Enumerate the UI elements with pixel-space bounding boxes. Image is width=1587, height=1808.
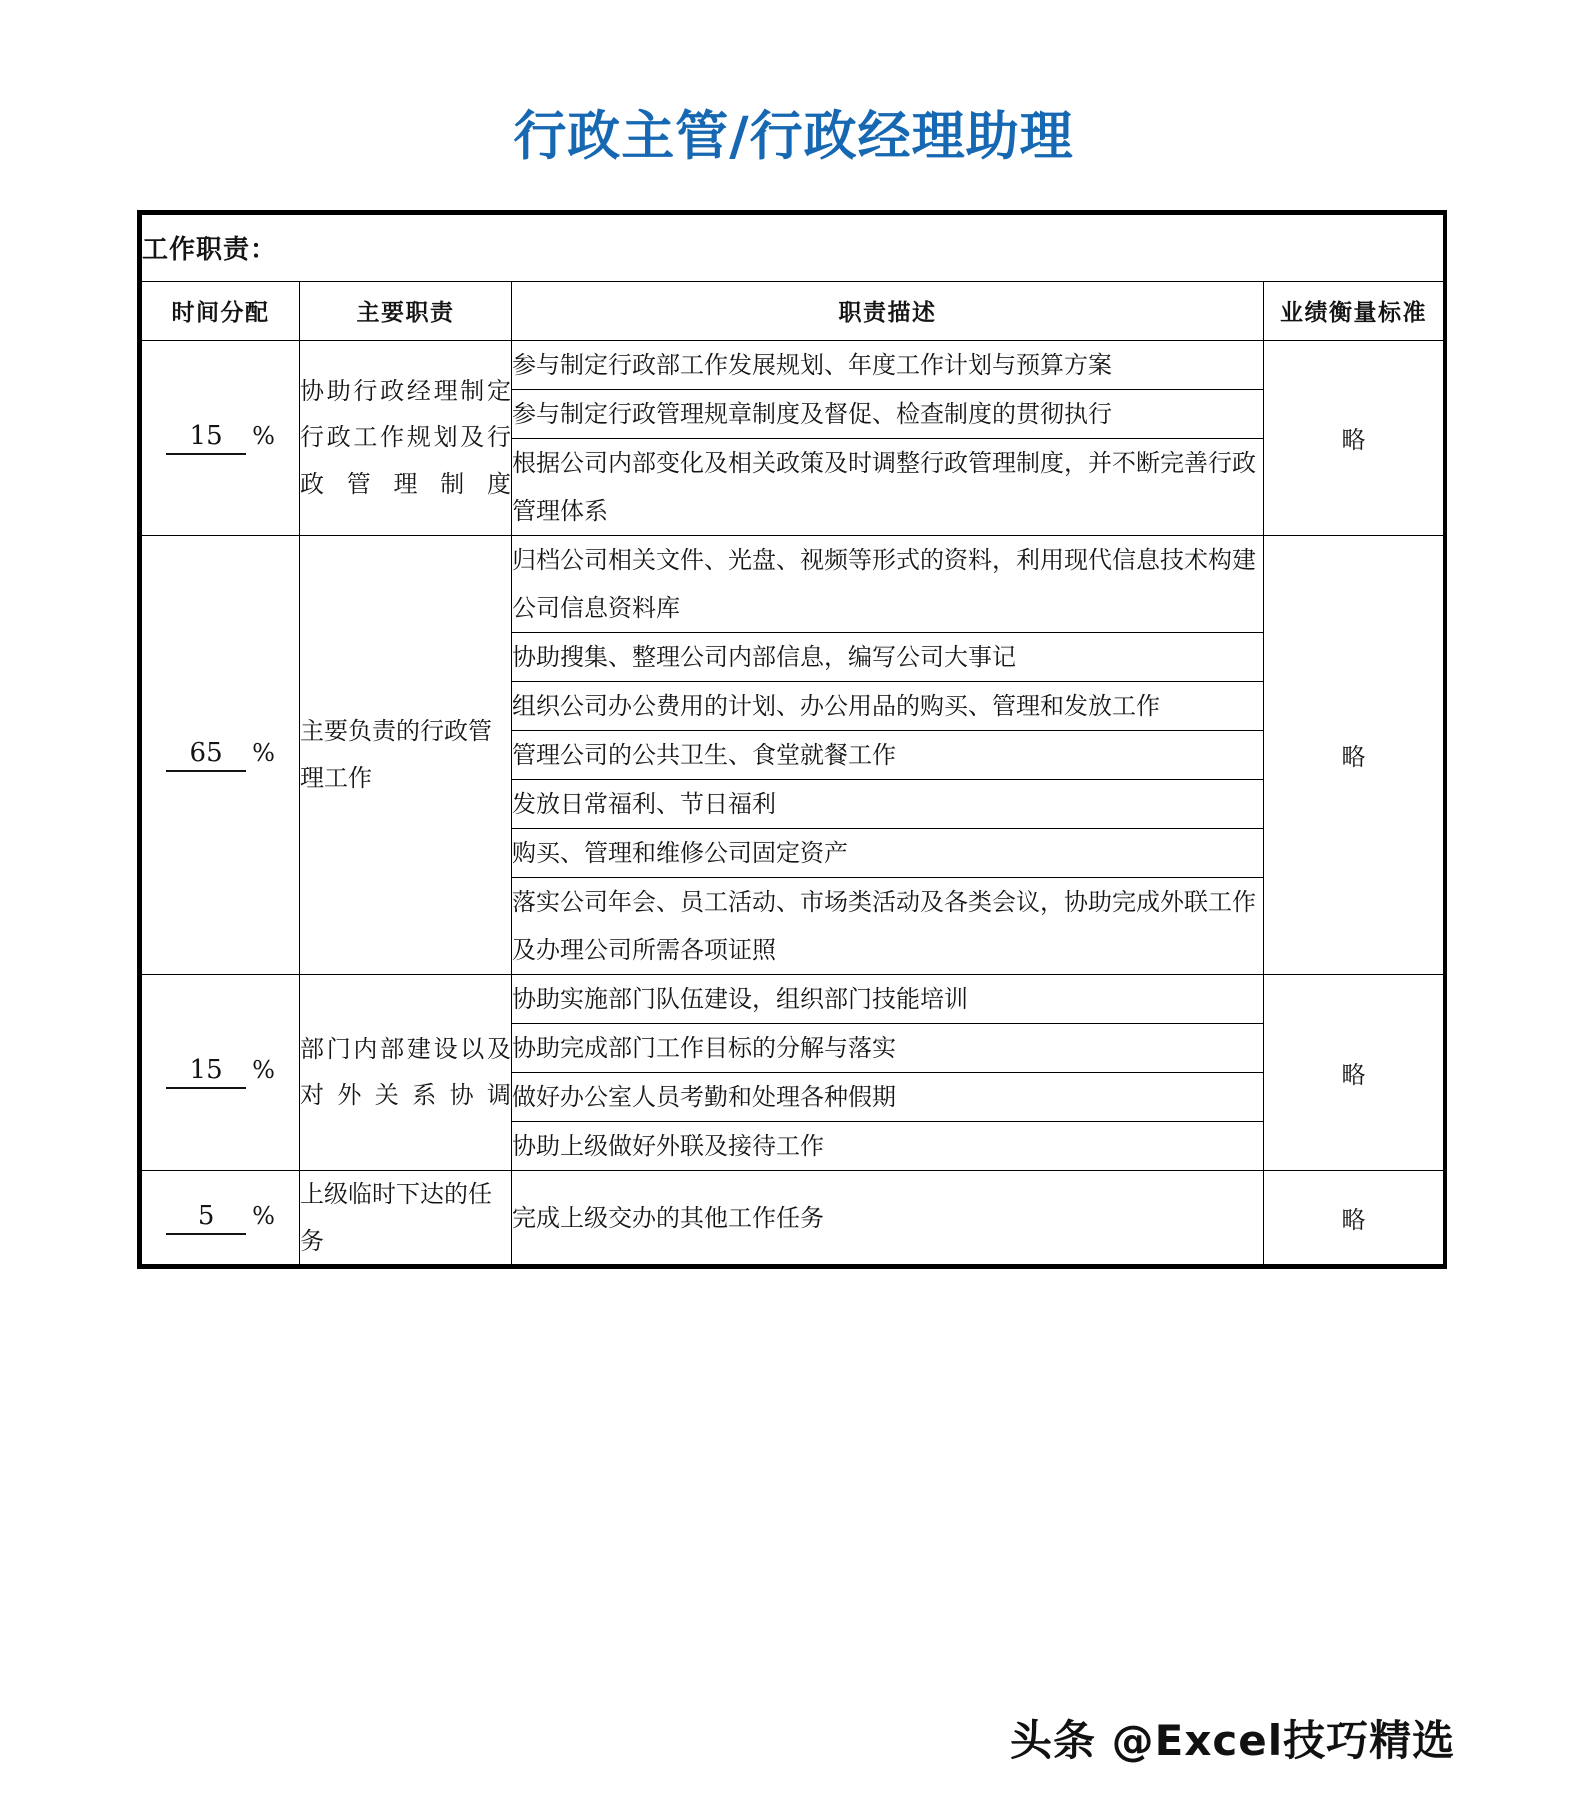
duty-description-cell xyxy=(512,828,1264,877)
document-page xyxy=(0,36,1587,1808)
time-allocation-value: 65 xyxy=(166,738,246,772)
column-header-row xyxy=(142,281,1444,340)
duty-description-text: 协助实施部门队伍建设，组织部门技能培训 xyxy=(512,984,968,1013)
duty-description-text: 组织公司办公费用的计划、办公用品的购买、管理和发放工作 xyxy=(512,691,1160,720)
duty-description-cell xyxy=(512,681,1264,730)
time-allocation-cell xyxy=(142,1170,300,1265)
duty-description-cell xyxy=(512,632,1264,681)
duty-description-cell xyxy=(512,1023,1264,1072)
column-header-duty: 主要职责 xyxy=(300,281,512,340)
duty-description-cell xyxy=(512,1170,1264,1265)
duty-description-text: 协助完成部门工作目标的分解与落实 xyxy=(512,1033,896,1062)
duty-description-cell xyxy=(512,779,1264,828)
time-allocation-cell xyxy=(142,974,300,1170)
duty-description-cell xyxy=(512,1121,1264,1170)
main-duty-text: 上级临时下达的任务 xyxy=(300,1179,492,1255)
duty-description-cell xyxy=(512,389,1264,438)
percent-symbol: % xyxy=(252,1201,275,1230)
duty-description-text: 协助上级做好外联及接待工作 xyxy=(512,1131,824,1160)
banner-row xyxy=(142,214,1444,281)
duty-description-cell xyxy=(512,535,1264,632)
duty-description-text: 参与制定行政部工作发展规划、年度工作计划与预算方案 xyxy=(512,350,1112,379)
time-allocation-cell xyxy=(142,535,300,974)
duty-description-cell xyxy=(512,974,1264,1023)
watermark: 头条 @Excel技巧精选 xyxy=(1010,1715,1456,1765)
column-header-kpi: 业绩衡量标准 xyxy=(1264,281,1444,340)
main-duty-text: 主要负责的行政管理工作 xyxy=(300,717,492,792)
duty-description-cell xyxy=(512,1072,1264,1121)
time-allocation-value: 5 xyxy=(166,1201,246,1235)
duty-description-cell xyxy=(512,877,1264,974)
job-responsibility-table-container xyxy=(137,210,1447,1270)
table-body xyxy=(142,214,1444,1265)
time-allocation-value: 15 xyxy=(166,421,246,455)
main-duty-text: 协助行政经理制定行政工作规划及行政管理制度 xyxy=(300,376,511,499)
banner-label: 工作职责： xyxy=(142,214,1444,281)
duty-description-text: 做好办公室人员考勤和处理各种假期 xyxy=(512,1082,896,1111)
duty-description-text: 完成上级交办的其他工作任务 xyxy=(512,1203,824,1232)
column-header-time: 时间分配 xyxy=(142,281,300,340)
percent-symbol: % xyxy=(252,1056,275,1085)
duty-description-text: 购买、管理和维修公司固定资产 xyxy=(512,838,848,867)
main-duty-cell xyxy=(300,340,512,535)
percent-symbol: % xyxy=(252,738,275,767)
duty-description-text: 归档公司相关文件、光盘、视频等形式的资料，利用现代信息技术构建公司信息资料库 xyxy=(512,545,1256,622)
duty-description-cell xyxy=(512,340,1264,389)
duty-description-cell xyxy=(512,730,1264,779)
table-row xyxy=(142,340,1444,389)
duty-description-cell xyxy=(512,438,1264,535)
duty-description-text: 落实公司年会、员工活动、市场类活动及各类会议，协助完成外联工作及办理公司所需各项证照 xyxy=(512,887,1256,964)
performance-standard-cell: 略 xyxy=(1264,535,1444,974)
duty-description-text: 参与制定行政管理规章制度及督促、检查制度的贯彻执行 xyxy=(512,399,1112,428)
main-duty-cell xyxy=(300,535,512,974)
table-row xyxy=(142,974,1444,1023)
time-allocation-value: 15 xyxy=(166,1055,246,1089)
page-title: 行政主管/行政经理助理 xyxy=(513,105,1074,167)
duty-description-text: 发放日常福利、节日福利 xyxy=(512,789,776,818)
duty-description-text: 管理公司的公共卫生、食堂就餐工作 xyxy=(512,740,896,769)
duty-description-text: 协助搜集、整理公司内部信息，编写公司大事记 xyxy=(512,642,1016,671)
duty-description-text: 根据公司内部变化及相关政策及时调整行政管理制度，并不断完善行政管理体系 xyxy=(512,448,1256,525)
job-responsibility-table xyxy=(141,214,1444,1266)
column-header-desc: 职责描述 xyxy=(512,281,1264,340)
table-row xyxy=(142,1170,1444,1265)
percent-symbol: % xyxy=(252,421,275,450)
performance-standard-cell: 略 xyxy=(1264,340,1444,535)
main-duty-cell xyxy=(300,1170,512,1265)
table-row xyxy=(142,535,1444,632)
performance-standard-cell: 略 xyxy=(1264,1170,1444,1265)
main-duty-text: 部门内部建设以及对外关系协调 xyxy=(300,1034,511,1110)
time-allocation-cell xyxy=(142,340,300,535)
main-duty-cell xyxy=(300,974,512,1170)
performance-standard-cell: 略 xyxy=(1264,974,1444,1170)
